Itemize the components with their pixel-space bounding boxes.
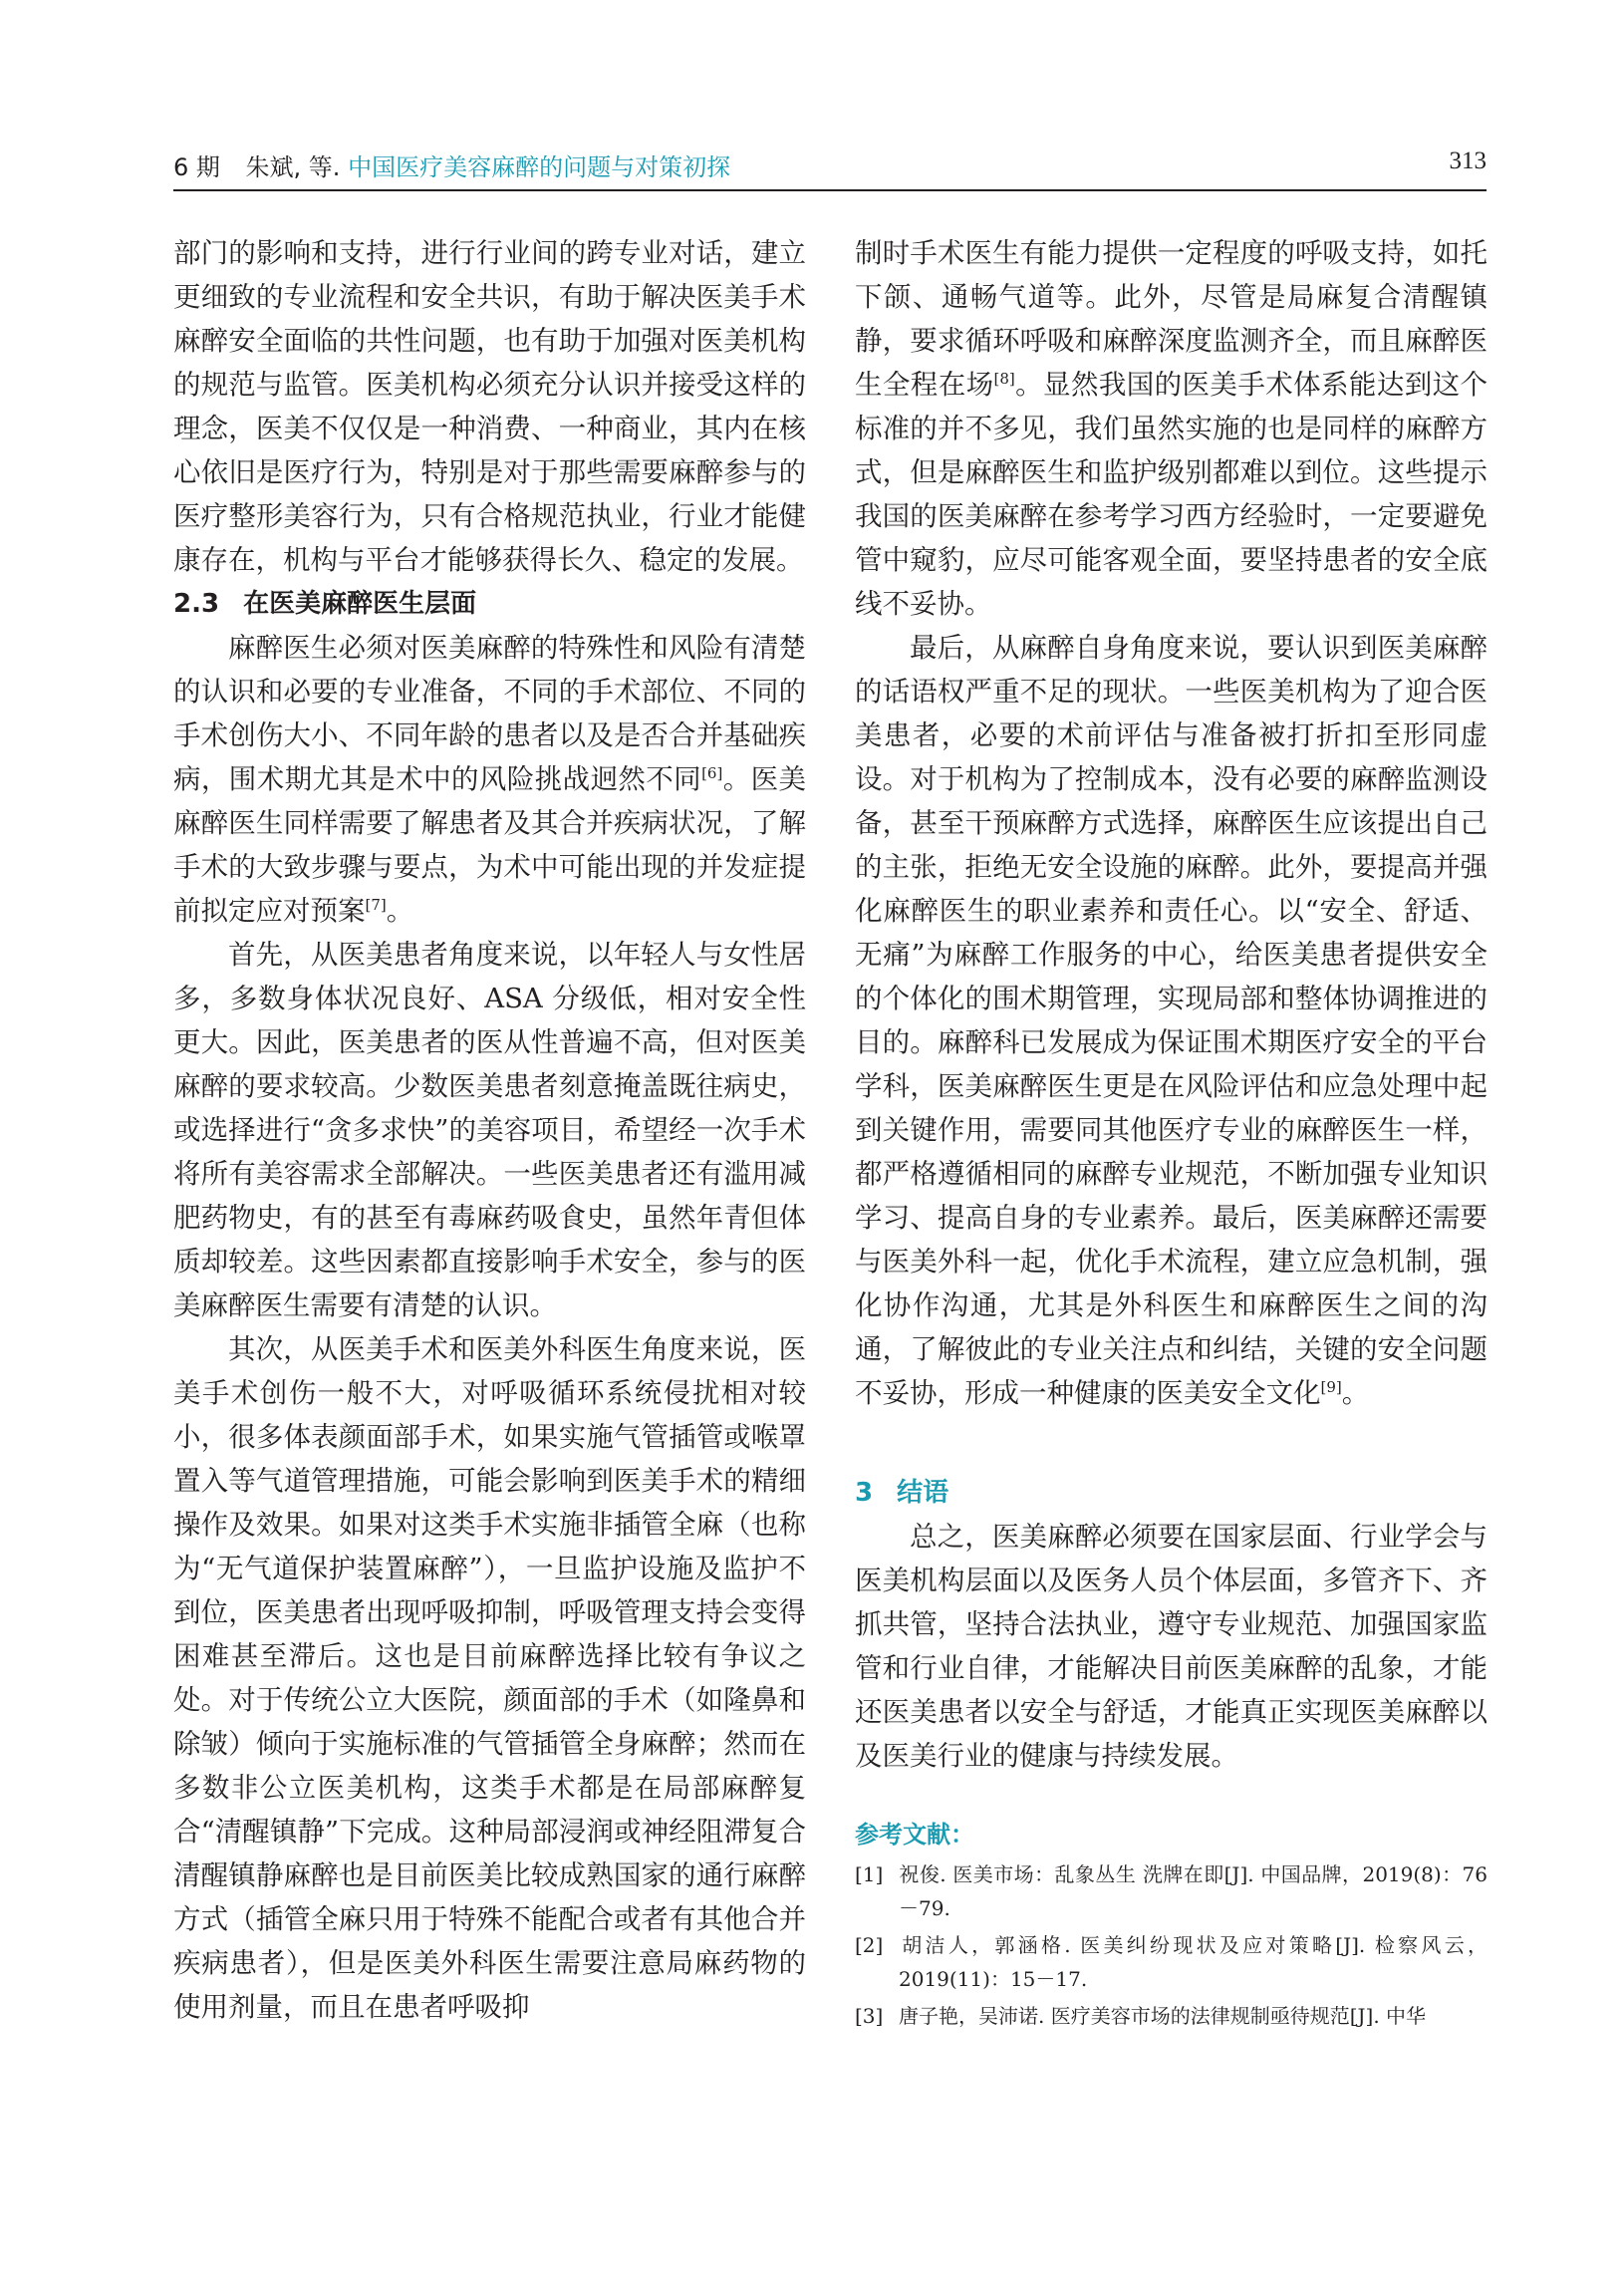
citation: [8] [993,370,1015,388]
reference-item [855,1857,1488,1925]
paragraph-text: 。 [1341,1377,1370,1409]
reference-number: [1] [855,1862,884,1886]
paragraph: 部门的影响和支持，进行行业间的跨专业对话，建立更细致的专业流程和安全共识，有助于解决医美手术麻醉安全面临的共性问题，也有助于加强对医美机构的规范与监管。医美机构必须充分认识并接受这样的理念，医美不仅仅是一种消费、一种商业，其内在核心依旧是医疗行为，特别是对于那些需要麻醉参与的医疗整形美容行为，只有合格规范执业，行业才能健康存在，机构与平台才能够获得长久、稳定的发展。 [173,237,806,576]
paragraph: 总之，医美麻醉必须要在国家层面、行业学会与医美机构层面以及医务人员个体层面，多管齐下、齐抓共管，坚持合法执业，遵守专业规范、加强国家监管和行业自律，才能解决目前医美麻醉的乱象，才能还医美患者以安全与舒适，才能真正实现医美麻醉以及医美行业的健康与持续发展。 [855,1521,1488,1772]
page-number: 313 [1449,147,1487,174]
reference-number: [3] [855,2004,884,2028]
citation: [7] [365,896,387,914]
reference-list [855,1857,1488,2033]
reference-text: 唐子艳，吴沛诺. 医疗美容市场的法律规制亟待规范[J]. 中华 [899,2004,1427,2028]
references-heading: 参考文献： [855,1821,974,1849]
reference-item [855,1928,1488,1996]
paragraph [855,626,1488,1415]
paragraph-text: 最后，从麻醉自身角度来说，要认识到医美麻醉的话语权严重不足的现状。一些医美机构为了迎合医美患者，必要的术前评估与准备被打折扣至形同虚设。对于机构为了控制成本，没有必要的麻醉监测设备，甚至干预麻醉方式选择，麻醉医生应该提出自己的主张，拒绝无安全设施的麻醉。此外，要提高并强化麻醉医生的职业素养和责任心。以“安全、舒适、无痛”为麻醉工作服务的中心，给医美患者提供安全的个体化的围术期管理，实现局部和整体协调推进的目的。麻醉科已发展成为保证围术期医疗安全的平台学科，医美麻醉医生更是在风险评估和应急处理中起到关键作用，需要同其他医疗专业的麻醉医生一样，都严格遵循相同的麻醉专业规范，不断加强专业知识学习、提高自身的专业素养。最后，医美麻醉还需要与医美外科一起，优化手术流程，建立应急机制，强化协作沟通，尤其是外科医生和麻醉医生之间的沟通，了解彼此的专业关注点和纠结，关键的安全问题不妥协，形成一种健康的医美安全文化 [855,632,1488,1409]
reference-text: 胡洁人，郭涵格. 医美纠纷现状及应对策略[J]. 检察风云，2019(11)：15－17. [899,1933,1488,1991]
paragraph-text: 。医美麻醉医生同样需要了解患者及其合并疾病状况，了解手术的大致步骤与要点，为术中可能出现的并发症提前拟定应对预案 [173,763,807,927]
paragraph [855,231,1488,626]
section-title: 在医美麻醉医生层面 [243,589,477,619]
issue-number: 6 期 [173,153,220,181]
paragraph-text: 制时手术医生有能力提供一定程度的呼吸支持，如托下颌、通畅气道等。此外，尽管是局麻复合清醒镇静，要求循环呼吸和麻醉深度监测齐全，而且麻醉医生全程在场 [855,237,1488,401]
header-left [173,147,730,182]
reference-item [855,1999,1488,2033]
section-number: 3 [855,1478,874,1508]
header-authors: 朱斌, 等. [245,153,341,181]
reference-number: [2] [855,1933,884,1957]
left-column [173,231,806,2029]
right-column [855,231,1488,2036]
paragraph-text: 麻醉医生必须对医美麻醉的特殊性和风险有清楚的认识和必要的专业准备，不同的手术部位、不同的手术创伤大小、不同年龄的患者以及是否合并基础疾病，围术期尤其是术中的风险挑战迥然不同 [173,632,806,795]
paragraph: 其次，从医美手术和医美外科医生角度来说，医美手术创伤一般不大，对呼吸循环系统侵扰相对较小，很多体表颜面部手术，如果实施气管插管或喉罩置入等气道管理措施，可能会影响到医美手术的精细操作及效果。如果对这类手术实施非插管全麻（也称为“无气道保护装置麻醉”），一旦监护设施及监护不到位，医美患者出现呼吸抑制，呼吸管理支持会变得困难甚至滞后。这也是目前麻醉选择比较有争议之处。对于传统公立大医院，颜面部的手术（如隆鼻和除皱）倾向于实施标准的气管插管全身麻醉；然而在多数非公立医美机构，这类手术都是在局部麻醉复合“清醒镇静”下完成。这种局部浸润或神经阻滞复合清醒镇静麻醉也是目前医美比较成熟国家的通行麻醉方式（插管全麻只用于特殊不能配合或者有其他合并疾病患者），但是医美外科医生需要注意局麻药物的使用剂量，而且在患者呼吸抑 [173,1333,806,2023]
citation: [6] [701,764,723,782]
section-heading-3 [855,1471,1488,1515]
paragraph-text: 。显然我国的医美手术体系能达到这个标准的并不多见，我们虽然实施的也是同样的麻醉方式，但是麻醉医生和监护级别都难以到位。这些提示我国的医美麻醉在参考学习西方经验时，一定要避免管中窥豹，应尽可能客观全面，要坚持患者的安全底线不妥协。 [855,369,1489,620]
section-title: 结语 [897,1478,949,1508]
paragraph-text: 。 [386,895,414,927]
section-heading-2-3 [173,582,806,626]
running-header [173,140,1487,191]
reference-text: 祝俊. 医美市场：乱象丛生 洗牌在即[J]. 中国品牌，2019(8)：76－79. [899,1862,1488,1920]
paragraph: 首先，从医美患者角度来说，以年轻人与女性居多，多数身体状况良好、ASA 分级低，相对安全性更大。因此，医美患者的医从性普遍不高，但对医美麻醉的要求较高。少数医美患者刻意掩盖既往病史，或选择进行“贪多求快”的美容项目，希望经一次手术将所有美容需求全部解决。一些医美患者还有滥用减肥药物史，有的甚至有毒麻药吸食史，虽然年青但体质却较差。这些因素都直接影响手术安全，参与的医美麻醉医生需要有清楚的认识。 [173,939,806,1321]
header-article-title: 中国医疗美容麻醉的问题与对策初探 [348,153,731,181]
section-number: 2.3 [173,589,220,619]
citation: [9] [1320,1378,1342,1396]
paragraph [173,626,806,933]
